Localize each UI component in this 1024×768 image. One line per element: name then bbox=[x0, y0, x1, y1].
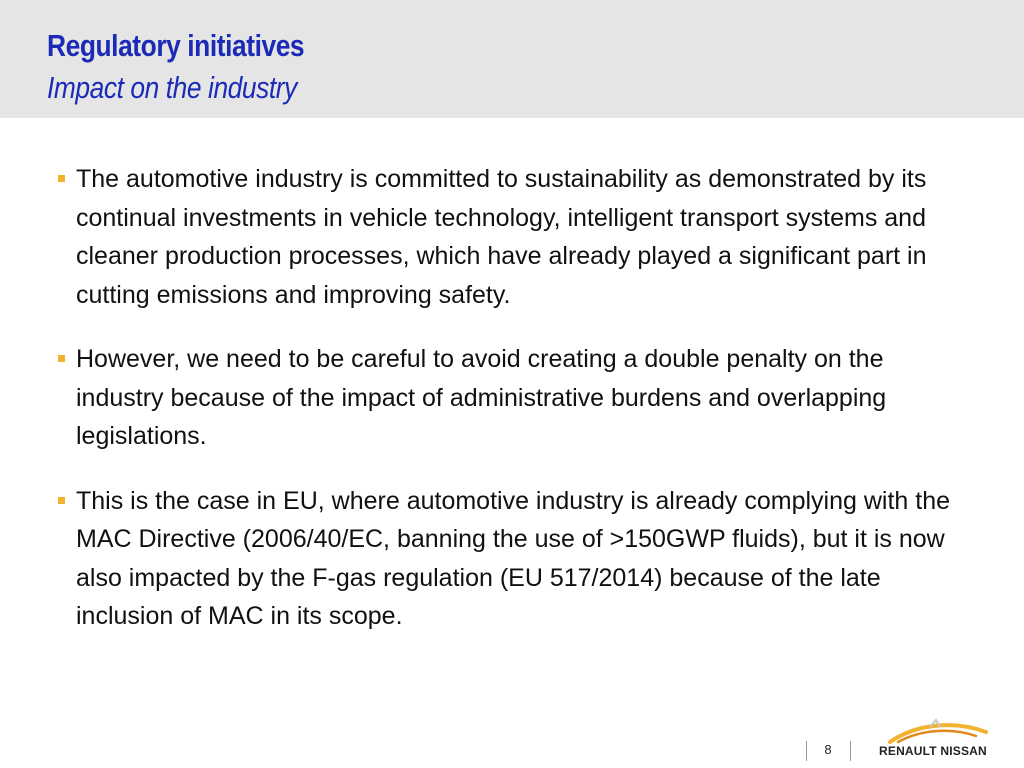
logo-wordmark: RENAULT NISSAN bbox=[879, 744, 987, 758]
footer-divider bbox=[850, 741, 851, 761]
bullet-list bbox=[56, 160, 956, 662]
square-bullet-icon bbox=[58, 497, 65, 504]
slide-title: Regulatory initiatives bbox=[47, 28, 305, 63]
bullet-item bbox=[56, 482, 956, 636]
page-number: 8 bbox=[824, 742, 832, 757]
slide-subtitle: Impact on the industry bbox=[47, 70, 297, 105]
square-bullet-icon bbox=[58, 175, 65, 182]
bullet-item bbox=[56, 160, 956, 314]
header-band bbox=[0, 0, 1024, 118]
bullet-text: However, we need to be careful to avoid creating a double penalty on the industry because of the impact of administrative burdens and overlapping legislations. bbox=[76, 345, 887, 450]
bullet-text: This is the case in EU, where automotive industry is already complying with the MAC Directive (2006/40/EC, banning the use of >150GWP fluids), but it is now also impacted by the F-gas regulation (EU 517/2014) because of the late inclusion of MAC in its scope. bbox=[76, 486, 950, 630]
renault-nissan-logo bbox=[876, 718, 1000, 762]
bullet-item bbox=[56, 340, 956, 456]
square-bullet-icon bbox=[58, 355, 65, 362]
bullet-text: The automotive industry is committed to sustainability as demonstrated by its continual investments in vehicle technology, intelligent transport systems and cleaner production processes, which have already played a significant part in cutting emissions and improving safety. bbox=[76, 165, 927, 309]
alliance-arc-icon bbox=[876, 718, 1000, 744]
footer-divider bbox=[806, 741, 807, 761]
